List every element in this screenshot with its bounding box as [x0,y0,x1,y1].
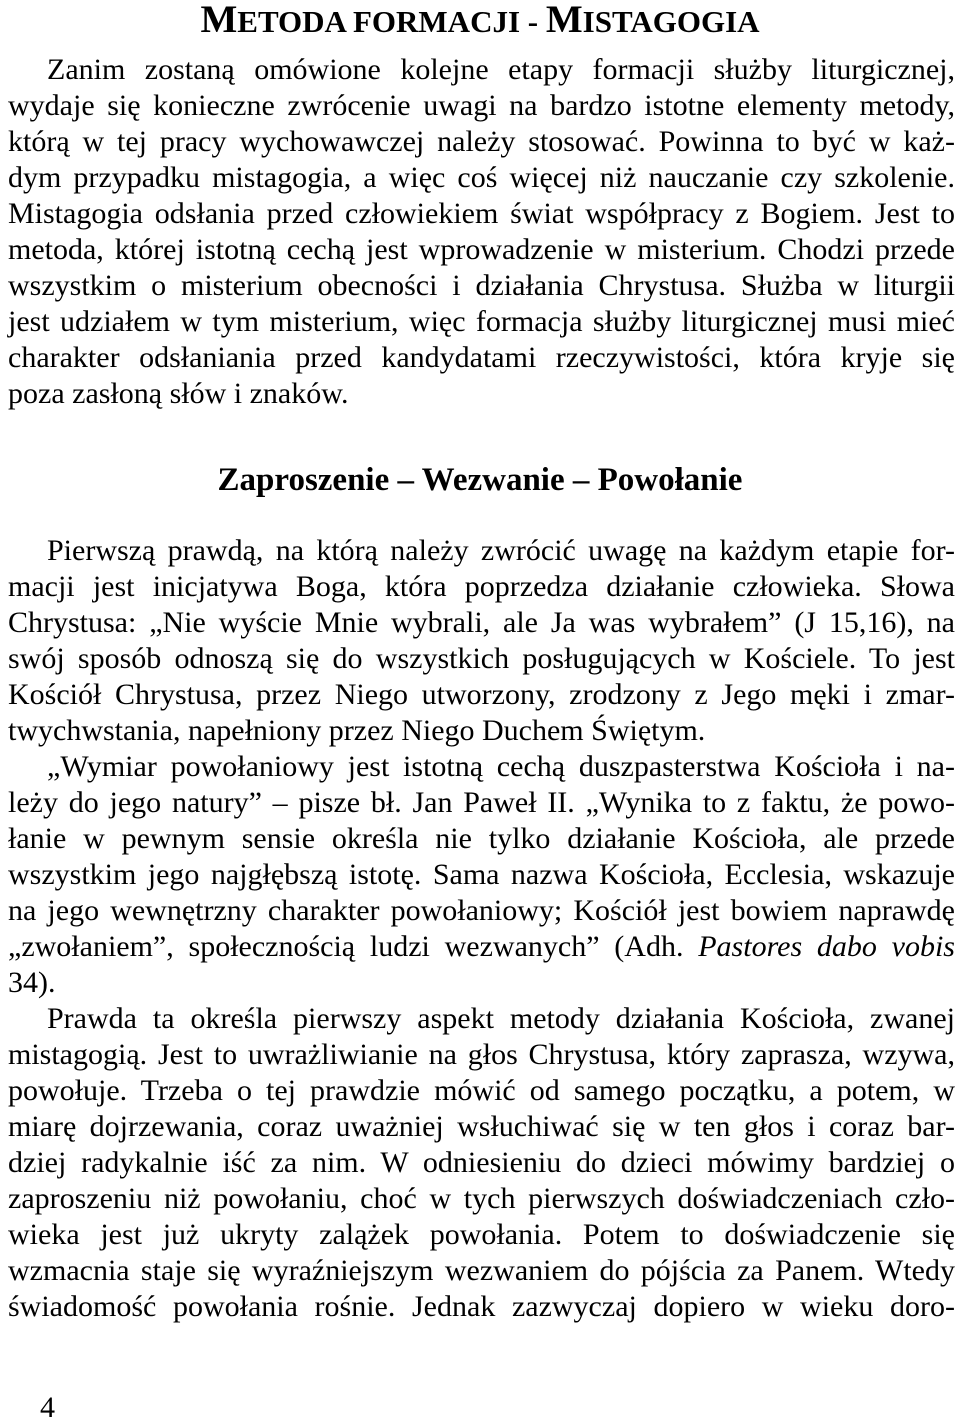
text-line: twychwstania, napełniony przez Niego Duchem Świętym. [8,714,706,747]
text-line: świadomość powołania rośnie. Jednak zazwyczaj dopiero w wieku doro- [8,1290,955,1323]
text-line: jest udziałem w tym misterium, więc formacja służby liturgicznej musi mieć [8,305,955,338]
text-line: macji jest inicjatywa Boga, która poprzedza działanie człowieka. Słowa [8,570,955,603]
text-segment: „zwołaniem”, społecznością ludzi wezwanych” (Adh. [8,930,699,963]
text-line: wydaje się konieczne zwrócenie uwagi na bardzo istotne elementy metody, [8,89,955,122]
intro-paragraph [8,52,955,412]
text-line: Kościół Chrystusa, przez Niego utworzony, zrodzony z Jego męki i zmar- [8,678,955,711]
page-title-part: METODA FORMACJI [200,0,521,41]
text-line: wzmacnia staje się wyraźniejszym wezwaniem do pójścia za Panem. Wtedy [8,1254,955,1287]
page-title-separator: - [527,4,539,39]
text-line: wszystkim jego najgłębszą istotę. Sama nazwa Kościoła, Ecclesia, wskazuje [8,858,955,891]
paragraph [8,749,955,1001]
page-title [0,0,960,41]
text-line: Pierwszą prawdą, na którą należy zwrócić uwagę na każdym etapie for- [47,534,955,567]
text-line: zaproszeniu niż powołaniu, choć w tych pierwszych doświadczeniach czło- [8,1182,955,1215]
text-line [8,929,955,965]
text-line: Mistagogia odsłania przed człowiekiem świat współpracy z Bogiem. Jest to [8,197,955,230]
text-line: poza zasłoną słów i znaków. [8,377,349,410]
page-title-part: MISTAGOGIA [545,0,760,41]
paragraph [8,533,955,749]
text-line: swój sposób odnoszą się do wszystkich posługujących w Kościele. To jest [8,642,955,675]
text-line: leży do jego natury” – pisze bł. Jan Paweł II. „Wynika to z faktu, że powo- [8,786,955,819]
text-line: wieka jest już ukryty zalążek powołania. Potem to doświadczenie się [8,1218,955,1251]
paragraph [8,1001,955,1325]
text-line: miarę dojrzewania, coraz uważniej wsłuchiwać się w ten głos i coraz bar- [8,1110,955,1143]
text-line: powołuje. Trzeba o tej prawdzie mówić od samego początku, a potem, w [8,1074,955,1107]
text-line: Prawda ta określa pierwszy aspekt metody działania Kościoła, zwanej [47,1002,955,1035]
text-line: 34). [8,966,56,999]
section-body [8,533,955,1325]
text-line: Chrystusa: „Nie wyście Mnie wybrali, ale Ja was wybrałem” (J 15,16), na [8,606,955,639]
text-line: charakter odsłaniania przed kandydatami rzeczywistości, która kryje się [8,341,955,374]
text-line: na jego wewnętrzny charakter powołaniowy; Kościół jest bowiem naprawdę [8,894,955,927]
page-number: 4 [40,1391,55,1424]
text-line: metoda, której istotną cechą jest wprowadzenie w misterium. Chodzi przede [8,233,955,266]
text-line: Zanim zostaną omówione kolejne etapy formacji służby liturgicznej, [47,53,955,86]
italic-title-text: Pastores dabo vobis [698,930,955,963]
text-line: łanie w pewnym sensie określa nie tylko działanie Kościoła, ale przede [8,822,955,855]
text-line: wszystkim o misterium obecności i działania Chrystusa. Służba w liturgii [8,269,955,302]
text-line: „Wymiar powołaniowy jest istotną cechą duszpasterstwa Kościoła i na- [47,750,955,783]
text-line: którą w tej pracy wychowawczej należy stosować. Powinna to być w każ- [8,125,955,158]
text-line: mistagogią. Jest to uwrażliwianie na głos Chrystusa, który zaprasza, wzywa, [8,1038,955,1071]
section-heading: Zaproszenie – Wezwanie – Powołanie [217,462,743,498]
text-line: dziej radykalnie iść za nim. W odniesieniu do dzieci mówimy bardziej o [8,1146,955,1179]
text-line: dym przypadku mistagogia, a więc coś więcej niż nauczanie czy szkolenie. [8,161,955,194]
